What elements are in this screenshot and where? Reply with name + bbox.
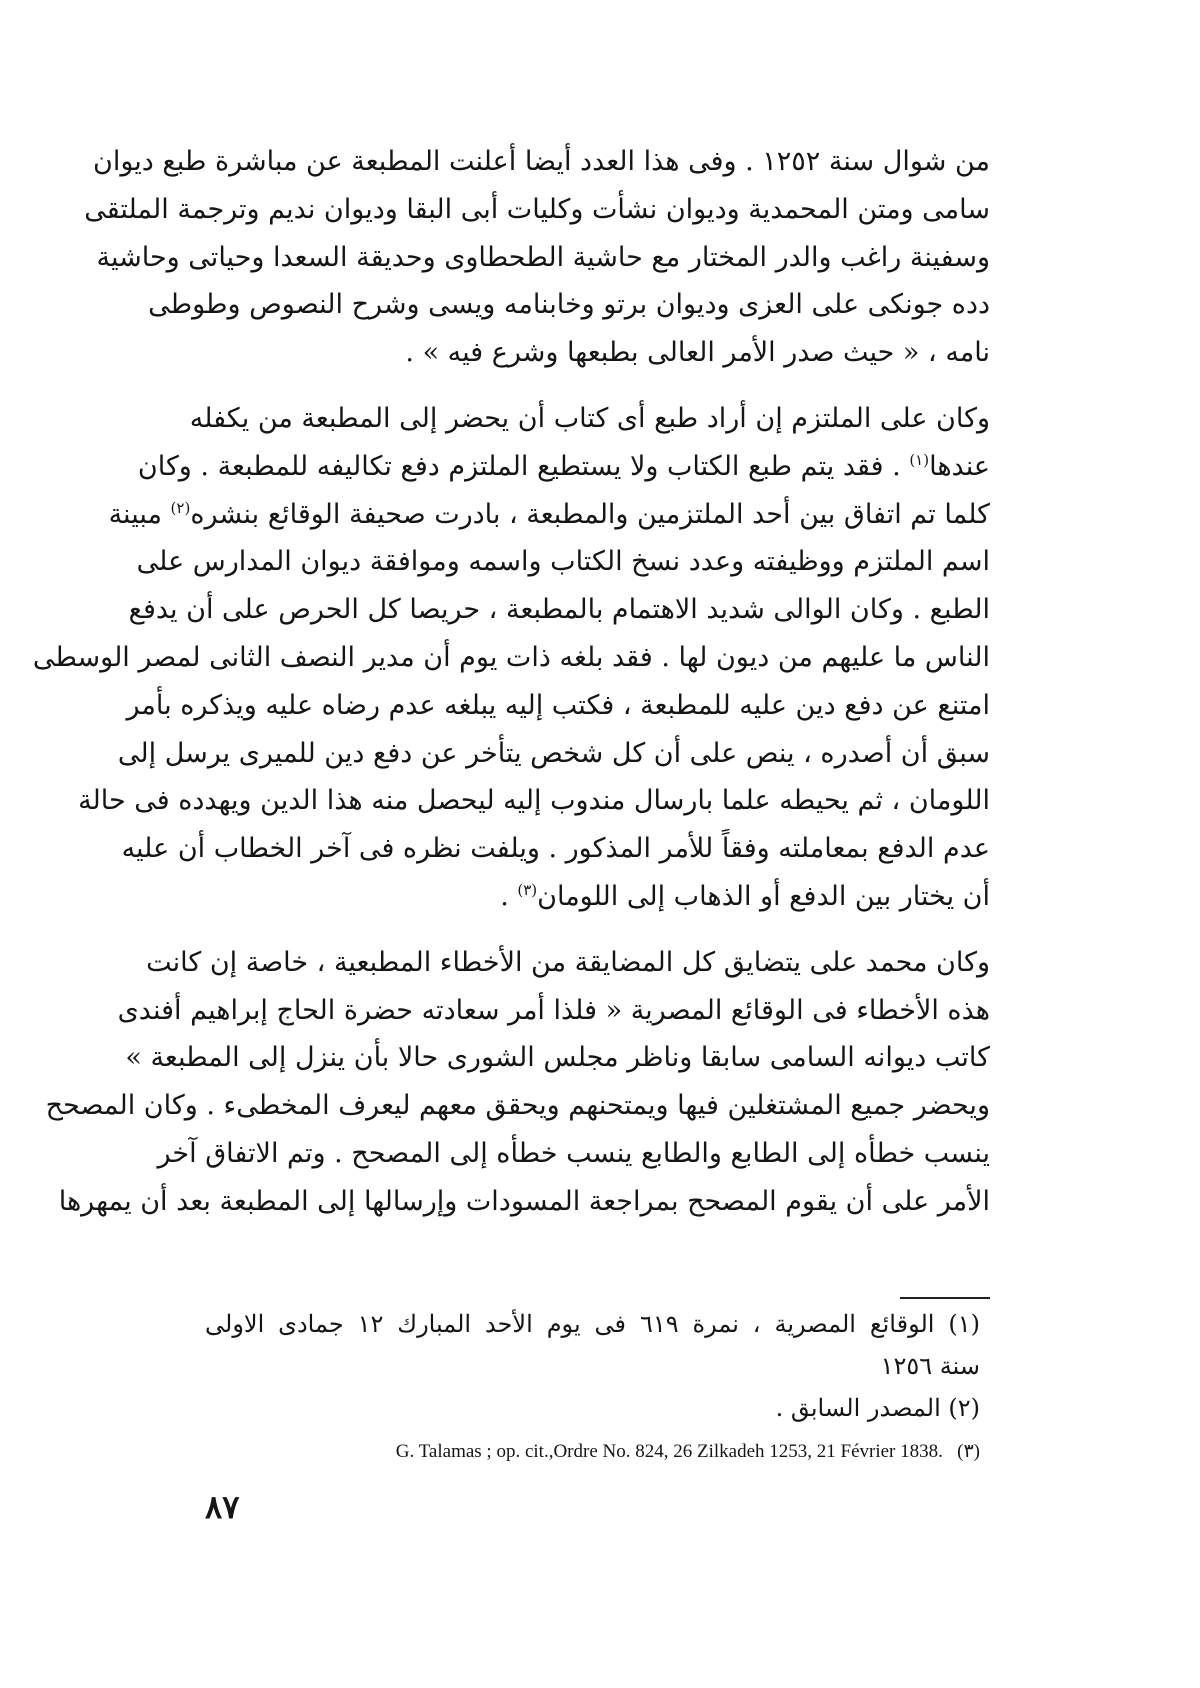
text-line-with-note-1	[137, 443, 990, 491]
text-line: اسم الملتزم ووظيفته وعدد نسخ الكتاب واسمه وموافقة ديوان المدارس على	[136, 546, 990, 578]
text-line: من شوال سنة ١٢٥٢ . وفى هذا العدد أيضا أعلنت المطبعة عن مباشرة طبع ديوان	[92, 146, 990, 177]
text-line: سامى ومتن المحمدية وديوان نشأت وكليات أبى البقا وديوان نديم وترجمة الملتقى	[84, 193, 990, 225]
text-line: وسفينة راغب والدر المختار مع حاشية الطحطاوى وحديقة السعدا وحياتى وحاشية	[96, 241, 990, 273]
text-line: وكان محمد على يتضايق كل المضايقة من الأخطاء المطبعية ، خاصة إن كانت	[146, 946, 990, 978]
footnotes	[205, 1303, 980, 1469]
text-line: دده جونكى على العزى وديوان برتو وخابنامه ويسى وشرح النصوص وطوطى	[148, 289, 990, 321]
footnote-mark: (٣)	[517, 880, 538, 899]
text-line: أن يختار بين الدفع أو الذهاب إلى اللومان$^{(٣)}$ .	[500, 880, 990, 912]
text-line: سبق أن أصدره ، ينص على أن كل شخص يتأخر عن دفع دين للميرى يرسل إلى	[117, 737, 990, 769]
text-line: اللومان ، ثم يحيطه علما بارسال مندوب إليه ليحصل منه هذا الدين ويهدده فى حالة	[78, 785, 990, 817]
text-line: الأمر على أن يقوم المصحح بمراجعة المسودات وإرسالها إلى المطبعة بعد أن يمهرها	[58, 1185, 990, 1217]
footnote-1: (١) الوقائع المصرية ، نمرة ٦١٩ فى يوم الأحد المبارك ١٢ جمادى الاولى	[205, 1310, 980, 1338]
text-line: عدم الدفع بمعاملته وفقاً للأمر المذكور . ويلفت نظره فى آخر الخطاب أن عليه	[121, 833, 990, 865]
footnote-3-number: (٣)	[957, 1441, 980, 1462]
footnote-3-citation: G. Talamas ; op. cit.,Ordre No. 824, 26 Zilkadeh 1253, 21 Février 1838.	[395, 1441, 943, 1462]
footnote-1-continuation: سنة ١٢٥٦	[880, 1352, 980, 1380]
text-line: الطبع . وكان الوالى شديد الاهتمام بالمطبعة ، حريصا كل الحرص على أن يدفع	[128, 594, 990, 626]
text-line: امتنع عن دفع دين عليه للمطبعة ، فكتب إليه يبلغه عدم رضاه عليه ويذكره بأمر	[126, 689, 990, 721]
text-line: ينسب خطأه إلى الطابع والطابع ينسب خطأه إلى المصحح . وتم الاتفاق آخر	[157, 1137, 990, 1169]
footnote-mark: (١)	[909, 450, 930, 469]
paragraph-3	[45, 939, 990, 1226]
footnote-3	[205, 1435, 980, 1469]
text-line: كاتب ديوانه السامى سابقا وناظر مجلس الشورى حالا بأن ينزل إلى المطبعة »	[125, 1042, 990, 1074]
page-number: ٨٧	[205, 1488, 240, 1526]
text-line: نامه ، « حيث صدر الأمر العالى بطبعها وشرع فيه » .	[405, 337, 990, 369]
text-line: ويحضر جميع المشتغلين فيها ويمتحنهم ويحقق معهم ليعرف المخطىء . وكان المصحح	[45, 1090, 990, 1122]
paragraph-2	[32, 395, 990, 921]
text-line: الناس ما عليهم من ديون لها . فقد بلغه ذات يوم أن مدير النصف الثانى لمصر الوسطى	[32, 641, 990, 673]
text-line: كلما تم اتفاق بين أحد الملتزمين والمطبعة ، بادرت صحيفة الوقائع بنشره$^{(٢)}$ مبينة	[108, 498, 990, 530]
footnote-2: (٢) المصدر السابق .	[775, 1394, 980, 1422]
text-line-segment: عندها$^{(١)}$ . فقد يتم طبع الكتاب ولا يستطيع الملتزم دفع تكاليفه للمطبعة . وكان	[137, 450, 990, 482]
text-line: وكان على الملتزم إن أراد طبع أى كتاب أن يحضر إلى المطبعة من يكفله	[189, 402, 990, 434]
paragraph-1	[84, 138, 990, 377]
body-text	[32, 138, 990, 1226]
footnote-mark: (٢)	[170, 498, 191, 517]
text-line: هذه الأخطاء فى الوقائع المصرية « فلذا أمر سعادته حضرة الحاج إبراهيم أفندى	[117, 994, 990, 1026]
footnote-divider	[900, 1297, 990, 1299]
